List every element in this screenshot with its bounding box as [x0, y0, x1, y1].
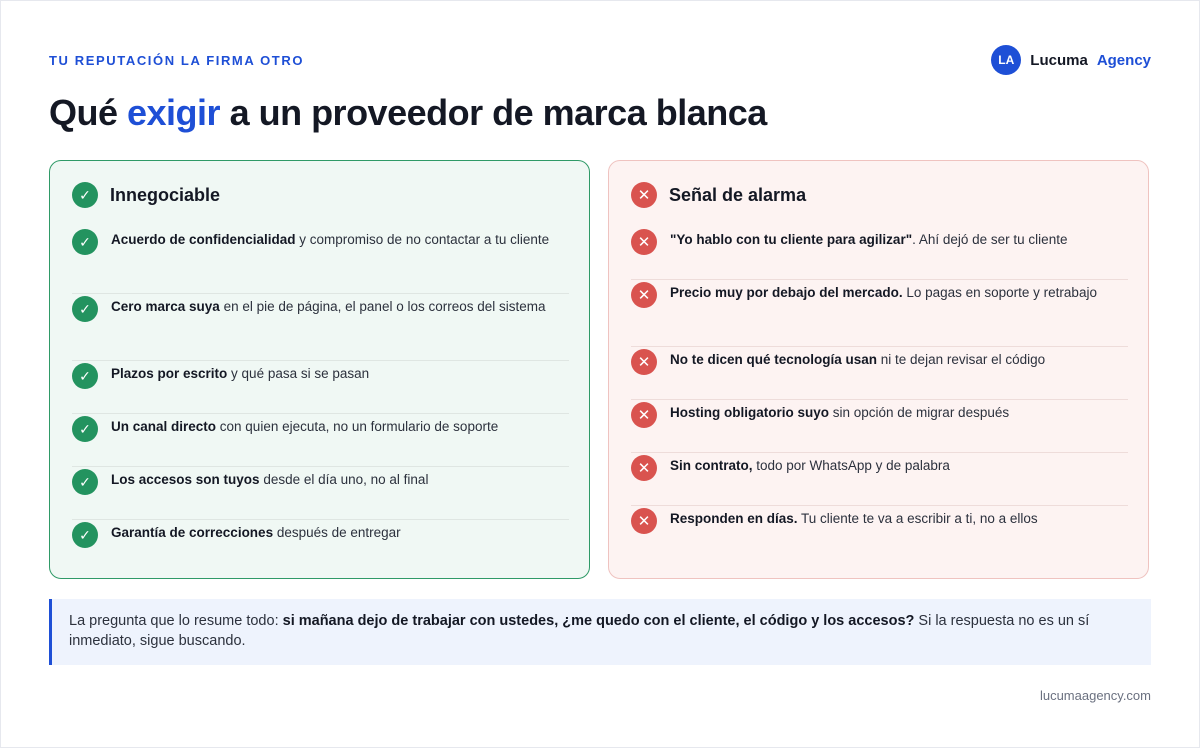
cross-icon: ✕: [631, 182, 657, 208]
list-item-strong: "Yo hablo con tu cliente para agilizar": [670, 232, 913, 247]
list-item-rest: desde el día uno, no al final: [259, 472, 429, 487]
check-icon: ✓: [72, 363, 98, 389]
list-item: [72, 227, 569, 294]
list-item-text: [670, 347, 1045, 369]
list-item: [631, 347, 1128, 400]
list-item: [72, 520, 569, 573]
brand-accent: Agency: [1096, 51, 1151, 69]
page-title: [49, 92, 767, 134]
list-item-strong: Precio muy por debajo del mercado.: [670, 285, 903, 300]
brand-name: Lucuma: [1030, 51, 1088, 69]
list-item-text: [111, 520, 401, 542]
list-item-text: [670, 506, 1038, 528]
list-item-rest: después de entregar: [273, 525, 401, 540]
panel-heading: [72, 182, 220, 208]
brand-logo[interactable]: [991, 45, 1151, 75]
list-item: [72, 361, 569, 414]
list-item-strong: No te dicen qué tecnología usan: [670, 352, 878, 367]
list-item-rest: . Ahí dejó de ser tu cliente: [912, 232, 1068, 247]
cross-icon: ✕: [631, 349, 657, 375]
list-item-strong: Acuerdo de confidencialidad: [111, 232, 296, 247]
list-item: [631, 400, 1128, 453]
list-item-strong: Los accesos son tuyos: [111, 472, 260, 487]
list-item-strong: Plazos por escrito: [111, 366, 228, 381]
list-item: [72, 414, 569, 467]
list-item-strong: Un canal directo: [111, 419, 217, 434]
list-item-strong: Hosting obligatorio suyo: [670, 405, 829, 420]
list-item-rest: todo por WhatsApp y de palabra: [752, 458, 950, 473]
list-item: [631, 453, 1128, 506]
title-accent: exigir: [127, 92, 221, 133]
callout-after: Si la respuesta no es un sí inmediato, sigue buscando.: [69, 613, 1090, 649]
list-item: [72, 294, 569, 361]
summary-callout: [49, 599, 1151, 665]
list-item: [631, 506, 1128, 559]
cross-icon: ✕: [631, 282, 657, 308]
list-item-text: [111, 467, 428, 489]
warning-list: [631, 227, 1128, 559]
cross-icon: ✕: [631, 455, 657, 481]
cross-icon: ✕: [631, 508, 657, 534]
check-icon: ✓: [72, 522, 98, 548]
check-icon: ✓: [72, 416, 98, 442]
eyebrow: TU REPUTACIÓN LA FIRMA OTRO: [49, 53, 305, 68]
brand-mark: LA: [991, 45, 1021, 75]
list-item-rest: con quien ejecuta, no un formulario de soporte: [216, 419, 499, 434]
cross-icon: ✕: [631, 402, 657, 428]
list-item: [631, 280, 1128, 347]
title-before: Qué: [49, 92, 128, 133]
list-item-rest: y compromiso de no contactar a tu cliente: [295, 232, 550, 247]
list-item-text: [670, 400, 1009, 422]
check-icon: ✓: [72, 182, 98, 208]
list-item-rest: Tu cliente te va a escribir a ti, no a ellos: [797, 511, 1038, 526]
list-item-rest: Lo pagas en soporte y retrabajo: [902, 285, 1097, 300]
title-after: a un proveedor de marca blanca: [220, 92, 767, 133]
panel-alarma: [608, 160, 1149, 579]
list-item-rest: sin opción de migrar después: [829, 405, 1010, 420]
panel-heading-label: Señal de alarma: [669, 184, 807, 205]
list-item-rest: y qué pasa si se pasan: [227, 366, 370, 381]
footer-url[interactable]: lucumaagency.com: [1039, 688, 1151, 703]
check-icon: ✓: [72, 229, 98, 255]
cross-icon: ✕: [631, 229, 657, 255]
check-icon: ✓: [72, 469, 98, 495]
list-item-rest: ni te dejan revisar el código: [877, 352, 1046, 367]
requirement-list: [72, 227, 569, 573]
list-item-text: [111, 414, 498, 436]
list-item-text: [670, 227, 1067, 249]
list-item-strong: Responden en días.: [670, 511, 798, 526]
list-item-strong: Cero marca suya: [111, 299, 220, 314]
callout-strong: si mañana dejo de trabajar con ustedes, ¿me quedo con el cliente, el código y los accesos?: [282, 613, 915, 629]
list-item-text: [670, 453, 950, 475]
list-item-text: [111, 294, 546, 316]
check-icon: ✓: [72, 296, 98, 322]
panel-heading: [631, 182, 806, 208]
list-item-strong: Sin contrato,: [670, 458, 753, 473]
panel-heading-label: Innegociable: [110, 184, 221, 205]
list-item-text: [670, 280, 1097, 302]
list-item: [631, 227, 1128, 280]
list-item-text: [111, 227, 549, 249]
list-item-strong: Garantía de correcciones: [111, 525, 274, 540]
panel-innegociable: [49, 160, 590, 579]
list-item-rest: en el pie de página, el panel o los correos del sistema: [219, 299, 546, 314]
list-item-text: [111, 361, 369, 383]
callout-before: La pregunta que lo resume todo:: [69, 613, 283, 629]
list-item: [72, 467, 569, 520]
